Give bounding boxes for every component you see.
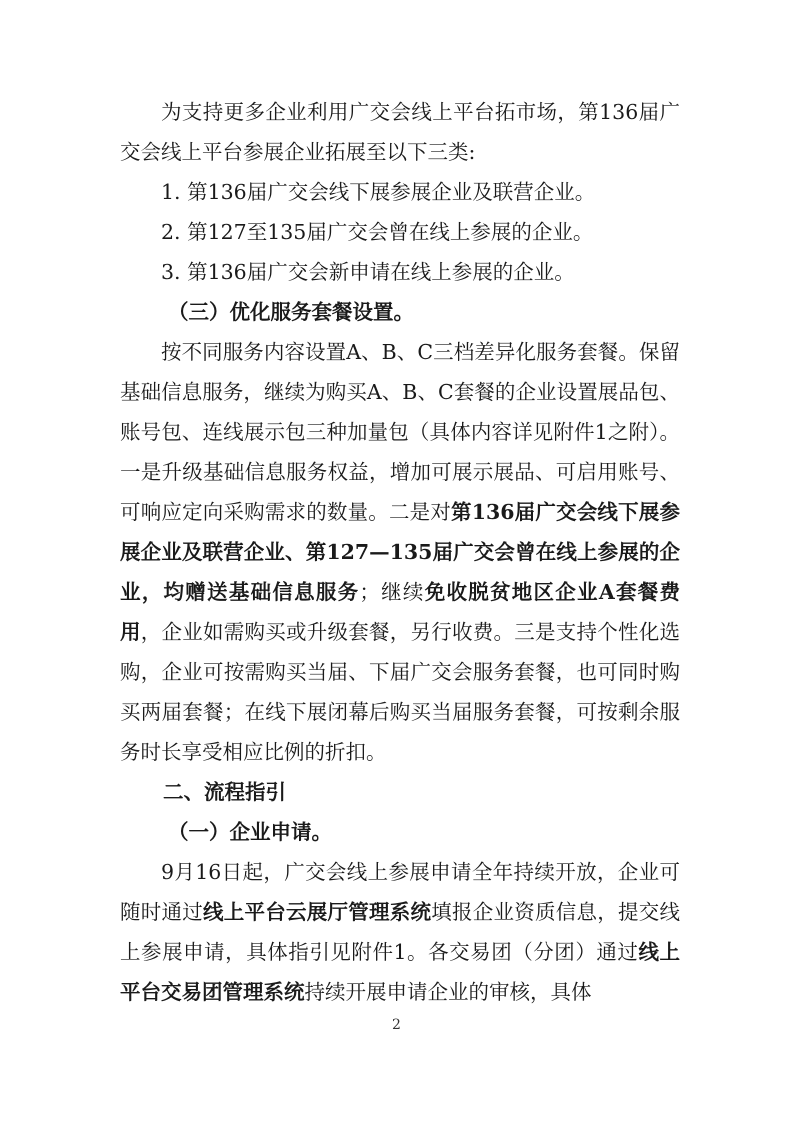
subheading-enterprise-application: （一）企业申请。	[168, 820, 332, 844]
text-run: ，企业如需购买或升级套餐，另行收费。三是支持个性化选购，企业可按需购买当届、下届广交会服务套餐，也可同时购买两届套餐；在线下展闭幕后购买当届服务套餐，可按剩余服务时长享受相应比例的折扣。	[120, 620, 680, 764]
page-number: 2	[392, 1017, 401, 1033]
text-run: 填报企业资质信息，提交线上参展申请，具体指引见附件1。各交易团（分团）通过	[120, 900, 680, 964]
bold-text-run: 第136届广交会线下展参展企业及联营企业、第127—135届广交会曾在线上参展的企业，均赠送基础信息服务	[120, 500, 681, 604]
text-run: 9月16日起，广交会线上参展申请全年持续开放，企业可随时通过	[120, 860, 680, 924]
list-item: 3. 第136届广交会新申请在线上参展的企业。	[161, 260, 575, 284]
bold-text-run: 线上平台云展厅管理系统	[203, 900, 432, 924]
application-paragraph	[120, 852, 680, 1012]
document-body	[120, 92, 680, 1012]
text-run: 按不同服务内容设置A、B、C三档差异化服务套餐。保留基础信息服务，继续为购买A、B、C套餐的企业设置展品包、账号包、连线展示包三种加量包（具体内容详见附件1之附）。一是升级基础信息服务权益，增加可展示展品、可启用账号、可响应定向采购需求的数量。二是对	[120, 340, 680, 524]
subheading-optimize-services: （三）优化服务套餐设置。	[168, 300, 414, 324]
intro-paragraph: 为支持更多企业利用广交会线上平台拓市场，第136届广交会线上平台参展企业拓展至以下三类:	[120, 100, 680, 164]
services-paragraph	[120, 332, 680, 772]
text-run: ；继续	[359, 580, 425, 604]
bold-text-run: 免收脱贫地区企业A套餐费用	[120, 580, 681, 644]
text-run: 持续开展申请企业的审核，具体	[304, 980, 592, 1004]
section-heading-process-guide: 二、流程指引	[163, 780, 286, 804]
bold-text-run: 线上平台交易团管理系统	[120, 940, 681, 1004]
list-item: 1. 第136届广交会线下展参展企业及联营企业。	[161, 180, 596, 204]
list-item: 2. 第127至135届广交会曾在线上参展的企业。	[161, 220, 594, 244]
